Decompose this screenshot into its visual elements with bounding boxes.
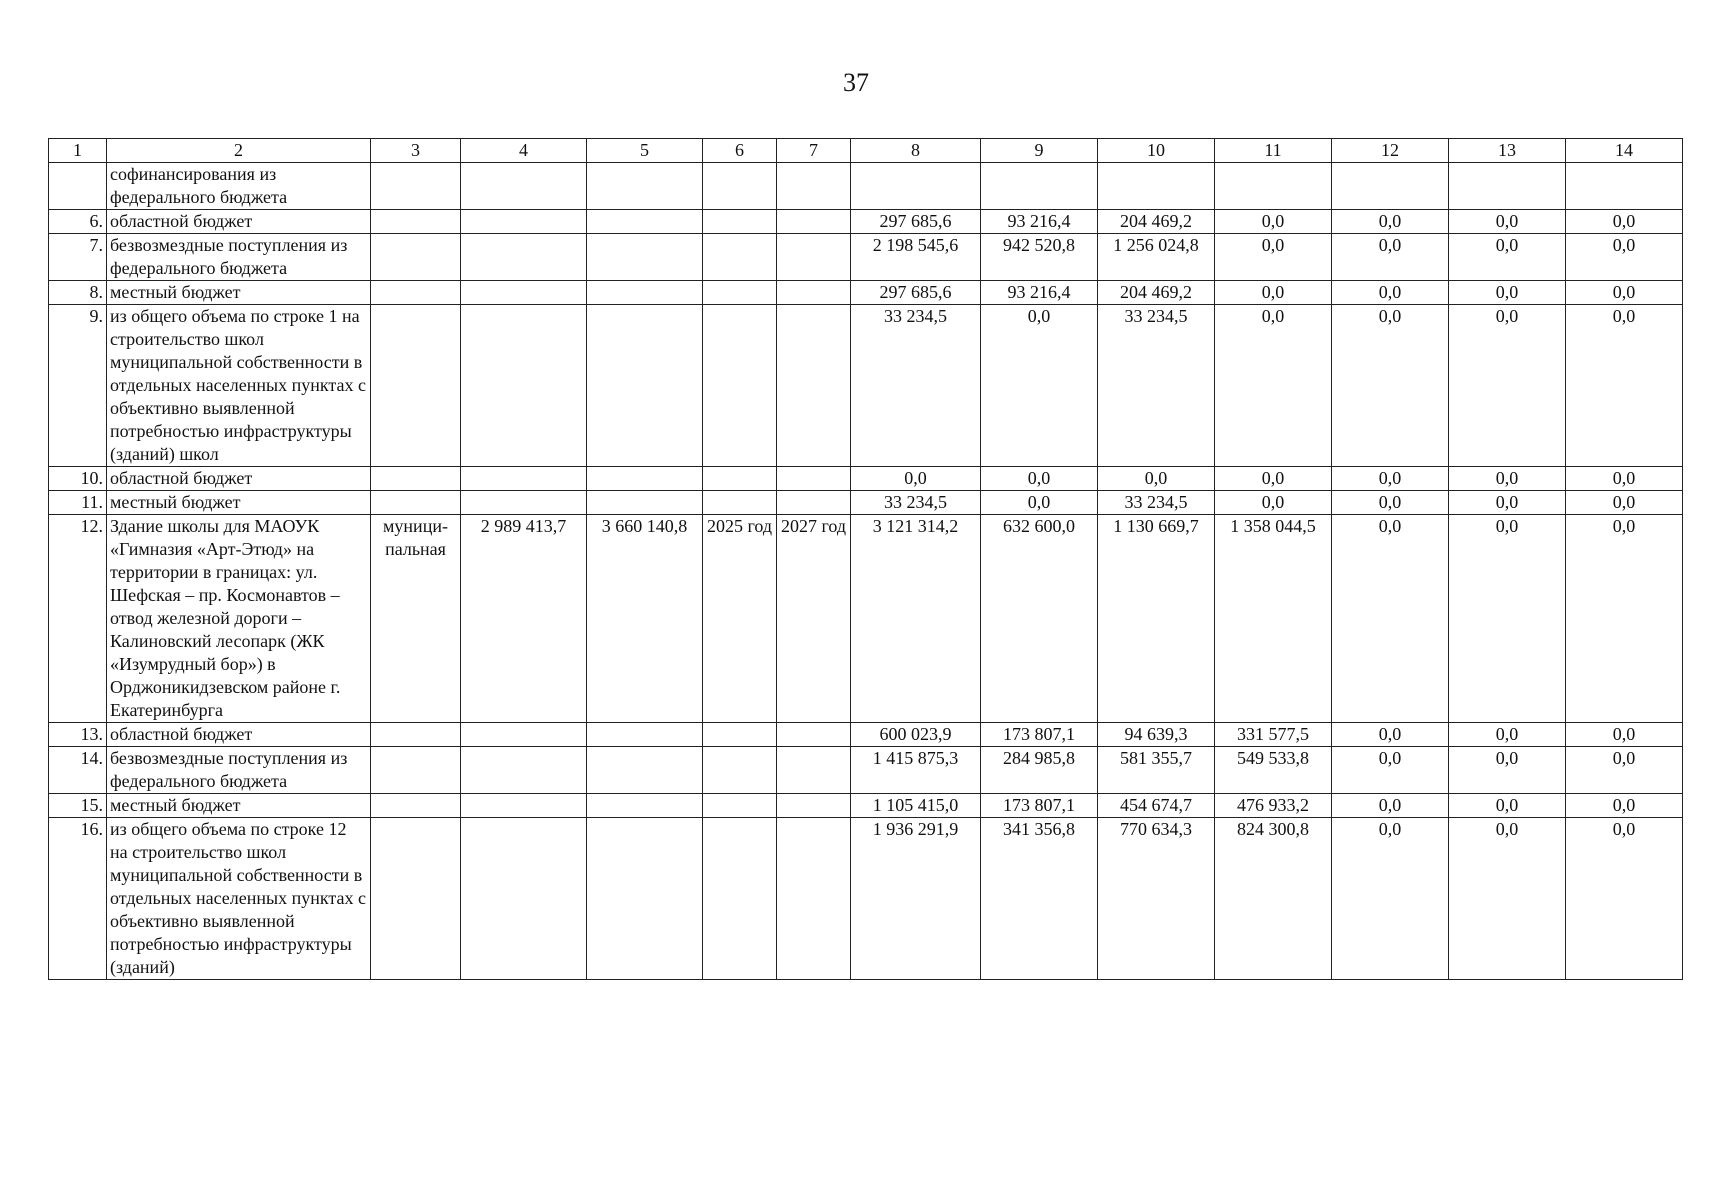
value-cell — [461, 210, 587, 234]
table-row — [49, 210, 1683, 234]
table-row — [49, 818, 1683, 980]
value-cell — [1449, 163, 1566, 210]
value-cell: 0,0 — [981, 305, 1098, 467]
ownership-cell — [371, 818, 461, 980]
value-cell: 3 121 314,2 — [851, 515, 981, 723]
value-cell: 297 685,6 — [851, 210, 981, 234]
row-index: 13. — [49, 723, 107, 747]
value-cell: 0,0 — [1449, 747, 1566, 794]
value-cell: 0,0 — [1215, 210, 1332, 234]
ownership-cell — [371, 794, 461, 818]
ownership-cell — [371, 305, 461, 467]
end-year-cell — [777, 818, 851, 980]
row-name: областной бюджет — [107, 723, 371, 747]
value-cell — [461, 818, 587, 980]
value-cell: 0,0 — [1449, 794, 1566, 818]
start-year-cell — [703, 467, 777, 491]
value-cell: 1 105 415,0 — [851, 794, 981, 818]
column-header: 11 — [1215, 139, 1332, 163]
value-cell: 0,0 — [1215, 281, 1332, 305]
end-year-cell — [777, 467, 851, 491]
ownership-cell — [371, 491, 461, 515]
value-cell: 0,0 — [1566, 467, 1683, 491]
value-cell: 173 807,1 — [981, 723, 1098, 747]
value-cell — [461, 163, 587, 210]
ownership-cell — [371, 163, 461, 210]
value-cell: 331 577,5 — [1215, 723, 1332, 747]
value-cell — [1098, 163, 1215, 210]
row-name: Здание школы для МАОУК «Гимназия «Арт-Этюд» на территории в границах: ул. Шефская – пр. Космонавтов – отвод железной дороги – Калиновский лесопарк (ЖК «Изумрудный бор») в Орджоникидзевском районе г. Екатеринбурга — [107, 515, 371, 723]
ownership-cell: муници-пальная — [371, 515, 461, 723]
value-cell: 0,0 — [1098, 467, 1215, 491]
column-header: 4 — [461, 139, 587, 163]
value-cell: 0,0 — [1332, 491, 1449, 515]
row-name: безвозмездные поступления из федерального бюджета — [107, 747, 371, 794]
value-cell: 0,0 — [1332, 747, 1449, 794]
value-cell: 0,0 — [1332, 515, 1449, 723]
value-cell — [1215, 163, 1332, 210]
value-cell: 33 234,5 — [851, 305, 981, 467]
value-cell: 0,0 — [1332, 305, 1449, 467]
value-cell: 0,0 — [1332, 818, 1449, 980]
row-name: из общего объема по строке 1 на строительство школ муниципальной собственности в отдельных населенных пунктах с объективно выявленной потребностью инфраструктуры (зданий) школ — [107, 305, 371, 467]
row-index: 11. — [49, 491, 107, 515]
value-cell: 2 198 545,6 — [851, 234, 981, 281]
value-cell: 2 989 413,7 — [461, 515, 587, 723]
end-year-cell — [777, 163, 851, 210]
start-year-cell — [703, 281, 777, 305]
start-year-cell — [703, 163, 777, 210]
value-cell: 0,0 — [1449, 467, 1566, 491]
value-cell: 0,0 — [1566, 305, 1683, 467]
value-cell: 600 023,9 — [851, 723, 981, 747]
start-year-cell: 2025 год — [703, 515, 777, 723]
value-cell: 0,0 — [1215, 234, 1332, 281]
value-cell: 0,0 — [1215, 491, 1332, 515]
value-cell: 0,0 — [1449, 234, 1566, 281]
ownership-cell — [371, 281, 461, 305]
ownership-cell — [371, 234, 461, 281]
start-year-cell — [703, 491, 777, 515]
value-cell: 0,0 — [851, 467, 981, 491]
value-cell: 0,0 — [1449, 818, 1566, 980]
row-index: 10. — [49, 467, 107, 491]
value-cell — [587, 234, 703, 281]
value-cell: 0,0 — [1566, 210, 1683, 234]
value-cell: 204 469,2 — [1098, 210, 1215, 234]
ownership-cell — [371, 723, 461, 747]
end-year-cell — [777, 210, 851, 234]
value-cell — [587, 467, 703, 491]
value-cell — [587, 491, 703, 515]
value-cell: 1 415 875,3 — [851, 747, 981, 794]
value-cell — [587, 163, 703, 210]
start-year-cell — [703, 305, 777, 467]
column-header: 5 — [587, 139, 703, 163]
value-cell — [1566, 163, 1683, 210]
end-year-cell — [777, 281, 851, 305]
table-row — [49, 723, 1683, 747]
table-row — [49, 515, 1683, 723]
value-cell: 0,0 — [1566, 515, 1683, 723]
value-cell: 0,0 — [1566, 747, 1683, 794]
value-cell: 0,0 — [1566, 491, 1683, 515]
column-header: 2 — [107, 139, 371, 163]
start-year-cell — [703, 210, 777, 234]
value-cell: 0,0 — [1449, 491, 1566, 515]
value-cell: 33 234,5 — [851, 491, 981, 515]
value-cell: 0,0 — [1449, 723, 1566, 747]
row-index: 14. — [49, 747, 107, 794]
row-name: областной бюджет — [107, 467, 371, 491]
table-row — [49, 794, 1683, 818]
table-row — [49, 234, 1683, 281]
column-header: 8 — [851, 139, 981, 163]
page-number: 37 — [843, 68, 869, 97]
budget-table — [48, 138, 1683, 980]
row-index: 7. — [49, 234, 107, 281]
column-header: 12 — [1332, 139, 1449, 163]
value-cell: 33 234,5 — [1098, 305, 1215, 467]
value-cell — [851, 163, 981, 210]
row-index: 12. — [49, 515, 107, 723]
value-cell: 173 807,1 — [981, 794, 1098, 818]
column-header: 3 — [371, 139, 461, 163]
end-year-cell — [777, 491, 851, 515]
row-name: местный бюджет — [107, 491, 371, 515]
end-year-cell: 2027 год — [777, 515, 851, 723]
column-header: 9 — [981, 139, 1098, 163]
value-cell: 3 660 140,8 — [587, 515, 703, 723]
start-year-cell — [703, 747, 777, 794]
value-cell: 94 639,3 — [1098, 723, 1215, 747]
table-row — [49, 305, 1683, 467]
row-name: софинансирования из федерального бюджета — [107, 163, 371, 210]
start-year-cell — [703, 234, 777, 281]
value-cell — [587, 210, 703, 234]
value-cell — [461, 794, 587, 818]
row-name: безвозмездные поступления из федерального бюджета — [107, 234, 371, 281]
table-row — [49, 163, 1683, 210]
value-cell — [461, 281, 587, 305]
end-year-cell — [777, 723, 851, 747]
value-cell — [461, 723, 587, 747]
ownership-cell — [371, 747, 461, 794]
value-cell — [461, 747, 587, 794]
value-cell — [587, 794, 703, 818]
value-cell: 770 634,3 — [1098, 818, 1215, 980]
column-number-row — [49, 139, 1683, 163]
value-cell: 0,0 — [1566, 794, 1683, 818]
value-cell — [587, 281, 703, 305]
value-cell: 297 685,6 — [851, 281, 981, 305]
value-cell: 1 256 024,8 — [1098, 234, 1215, 281]
ownership-cell — [371, 467, 461, 491]
column-header: 10 — [1098, 139, 1215, 163]
value-cell — [981, 163, 1098, 210]
value-cell: 824 300,8 — [1215, 818, 1332, 980]
value-cell: 0,0 — [1332, 723, 1449, 747]
row-name: из общего объема по строке 12 на строительство школ муниципальной собственности в отдельных населенных пунктах с объективно выявленной потребностью инфраструктуры (зданий) — [107, 818, 371, 980]
ownership-cell — [371, 210, 461, 234]
value-cell: 632 600,0 — [981, 515, 1098, 723]
value-cell: 0,0 — [1566, 234, 1683, 281]
row-name: местный бюджет — [107, 794, 371, 818]
value-cell: 0,0 — [1566, 723, 1683, 747]
value-cell — [461, 234, 587, 281]
value-cell: 0,0 — [1449, 515, 1566, 723]
value-cell — [587, 818, 703, 980]
value-cell: 1 130 669,7 — [1098, 515, 1215, 723]
value-cell: 549 533,8 — [1215, 747, 1332, 794]
value-cell: 0,0 — [1215, 467, 1332, 491]
value-cell — [587, 305, 703, 467]
row-index: 15. — [49, 794, 107, 818]
table-row — [49, 747, 1683, 794]
value-cell: 0,0 — [1215, 305, 1332, 467]
value-cell: 341 356,8 — [981, 818, 1098, 980]
value-cell: 0,0 — [1332, 281, 1449, 305]
row-index: 16. — [49, 818, 107, 980]
start-year-cell — [703, 794, 777, 818]
value-cell: 1 936 291,9 — [851, 818, 981, 980]
value-cell: 0,0 — [1332, 210, 1449, 234]
row-index: 8. — [49, 281, 107, 305]
end-year-cell — [777, 305, 851, 467]
value-cell: 93 216,4 — [981, 281, 1098, 305]
value-cell: 284 985,8 — [981, 747, 1098, 794]
column-header: 1 — [49, 139, 107, 163]
value-cell: 476 933,2 — [1215, 794, 1332, 818]
value-cell — [1332, 163, 1449, 210]
value-cell: 1 358 044,5 — [1215, 515, 1332, 723]
end-year-cell — [777, 234, 851, 281]
value-cell — [461, 305, 587, 467]
value-cell: 0,0 — [1449, 305, 1566, 467]
value-cell: 454 674,7 — [1098, 794, 1215, 818]
column-header: 13 — [1449, 139, 1566, 163]
value-cell: 0,0 — [1566, 281, 1683, 305]
value-cell — [587, 747, 703, 794]
column-header: 6 — [703, 139, 777, 163]
column-header: 7 — [777, 139, 851, 163]
row-index — [49, 163, 107, 210]
value-cell: 581 355,7 — [1098, 747, 1215, 794]
row-name: областной бюджет — [107, 210, 371, 234]
value-cell — [461, 467, 587, 491]
value-cell: 0,0 — [1449, 281, 1566, 305]
value-cell: 33 234,5 — [1098, 491, 1215, 515]
value-cell: 0,0 — [1566, 818, 1683, 980]
value-cell: 0,0 — [981, 491, 1098, 515]
value-cell: 0,0 — [981, 467, 1098, 491]
value-cell: 0,0 — [1449, 210, 1566, 234]
row-index: 6. — [49, 210, 107, 234]
value-cell: 942 520,8 — [981, 234, 1098, 281]
start-year-cell — [703, 818, 777, 980]
end-year-cell — [777, 794, 851, 818]
column-header: 14 — [1566, 139, 1683, 163]
end-year-cell — [777, 747, 851, 794]
row-index: 9. — [49, 305, 107, 467]
value-cell: 0,0 — [1332, 794, 1449, 818]
row-name: местный бюджет — [107, 281, 371, 305]
value-cell: 0,0 — [1332, 467, 1449, 491]
value-cell — [461, 491, 587, 515]
value-cell: 204 469,2 — [1098, 281, 1215, 305]
table-row — [49, 281, 1683, 305]
value-cell: 0,0 — [1332, 234, 1449, 281]
value-cell: 93 216,4 — [981, 210, 1098, 234]
value-cell — [587, 723, 703, 747]
start-year-cell — [703, 723, 777, 747]
table-row — [49, 467, 1683, 491]
table-row — [49, 491, 1683, 515]
